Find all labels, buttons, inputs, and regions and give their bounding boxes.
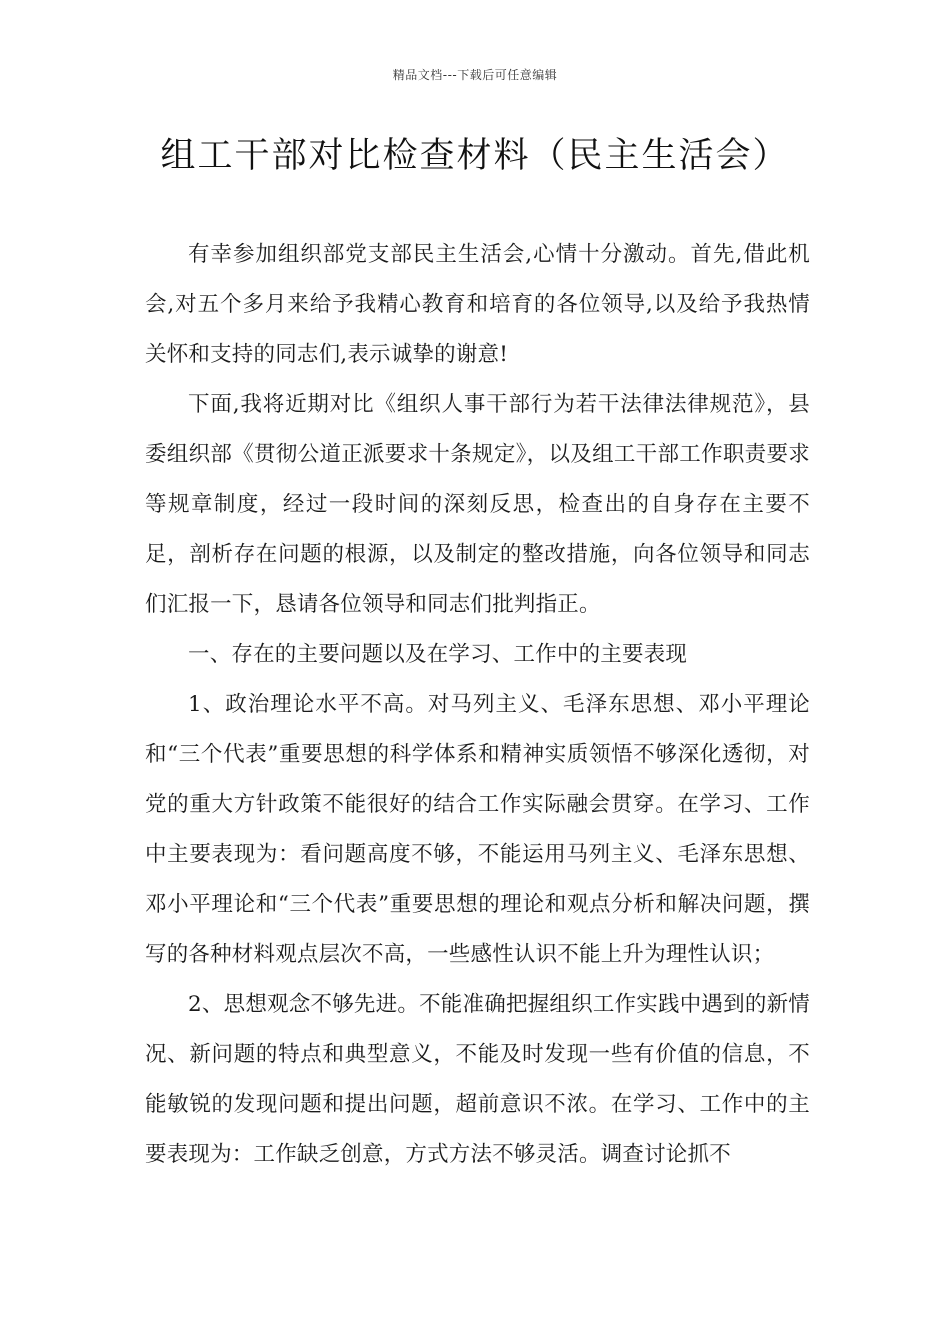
- paragraph: 有幸参加组织部党支部民主生活会,心情十分激动。首先,借此机会,对五个多月来给予我精心教育和培育的各位领导,以及给予我热情关怀和支持的同志们,表示诚挚的谢意!: [145, 242, 810, 367]
- document-title: 组工干部对比检查材料（民主生活会）: [160, 136, 790, 176]
- paragraph: 下面,我将近期对比《组织人事干部行为若干法律法律规范》，县委组织部《贯彻公道正派要求十条规定》，以及组工干部工作职责要求等规章制度，经过一段时间的深刻反思，检查出的自身存在主要不足，剖析存在问题的根源，以及制定的整改措施，向各位领导和同志们汇报一下，恳请各位领导和同志们批判指正。: [145, 392, 810, 617]
- section-heading: 一、存在的主要问题以及在学习、工作中的主要表现: [188, 642, 688, 667]
- paragraph: 1、政治理论水平不高。对马列主义、毛泽东思想、邓小平理论和“三个代表”重要思想的科学体系和精神实质领悟不够深化透彻，对党的重大方针政策不能很好的结合工作实际融会贯穿。在学习、工作中主要表现为：看问题高度不够，不能运用马列主义、毛泽东思想、邓小平理论和“三个代表”重要思想的理论和观点分析和解决问题，撰写的各种材料观点层次不高，一些感性认识不能上升为理性认识；: [145, 692, 810, 967]
- header-note: 精品文档---下载后可任意编辑: [392, 68, 558, 82]
- document-body: [145, 230, 810, 1180]
- paragraph: 2、思想观念不够先进。不能准确把握组织工作实践中遇到的新情况、新问题的特点和典型意义，不能及时发现一些有价值的信息，不能敏锐的发现问题和提出问题，超前意识不浓。在学习、工作中的主要表现为：工作缺乏创意，方式方法不够灵活。调查讨论抓不: [145, 992, 810, 1167]
